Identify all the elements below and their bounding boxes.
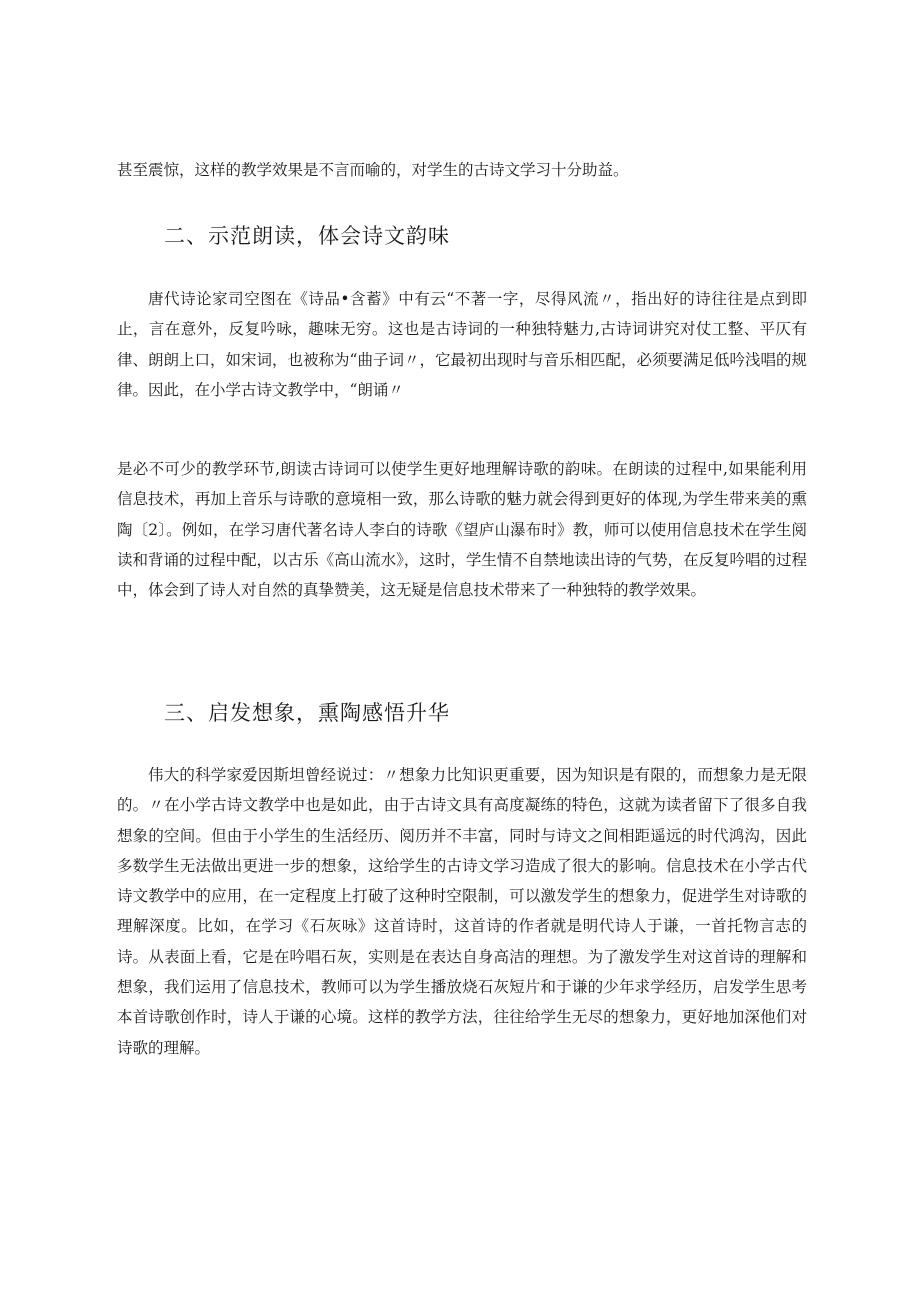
- paragraph-continuation: 甚至震惊，这样的教学效果是不言而喻的，对学生的古诗文学习十分助益。: [117, 161, 629, 179]
- section-heading-3: 三、启发想象，熏陶感悟升华: [164, 701, 450, 725]
- paragraph-section-2-body: 是必不可少的教学环节,朗读古诗词可以使学生更好地理解诗歌的韵味。在朗读的过程中,如果能利用信息技术，再加上音乐与诗歌的意境相一致，那么诗歌的魅力就会得到更好的体现,为学生带来美的熏陶〔2〕。例如，在学习唐代著名诗人李白的诗歌《望庐山瀑布时》教，师可以使用信息技术在学生阅读和背诵的过程中配，以古乐《高山流水》，这时，学生情不自禁地读出诗的气势，在反复吟唱的过程中，体会到了诗人对自然的真挚赞美，这无疑是信息技术带来了一种独特的教学效果。: [117, 460, 807, 600]
- section-heading-2: 二、示范朗读，体会诗文韵味: [164, 224, 450, 248]
- paragraph-section-3-body: 伟大的科学家爱因斯坦曾经说过：〃想象力比知识更重要，因为知识是有限的，而想象力是无限的。〃在小学古诗文教学中也是如此，由于古诗文具有高度凝练的特色，这就为读者留下了很多自我想象的空间。但由于小学生的生活经历、阅历并不丰富，同时与诗文之间相距遥远的时代鸿沟，因此多数学生无法做出更进一步的想象，这给学生的古诗文学习造成了很大的影响。信息技术在小学古代诗文教学中的应用，在一定程度上打破了这种时空限制，可以激发学生的想象力，促进学生对诗歌的理解深度。比如，在学习《石灰咏》这首诗时，这首诗的作者就是明代诗人于谦，一首托物言志的诗。从表面上看，它是在吟唱石灰，实则是在表达自身高洁的理想。为了激发学生对这首诗的理解和想象，我们运用了信息技术，教师可以为学生播放烧石灰短片和于谦的少年求学经历，启发学生思考本首诗歌创作时，诗人于谦的心境。这样的教学方法，往往给学生无尽的想象力，更好地加深他们对诗歌的理解。: [117, 766, 807, 1057]
- paragraph-section-2-intro: 唐代诗论家司空图在《诗品•含蓄》中有云“不著一字，尽得风流〃，指出好的诗往往是点到即止，言在意外，反复吟咏，趣味无穷。这也是古诗词的一种独特魅力,古诗词讲究对仗工整、平仄有律、朗朗上口，如宋词，也被称为“曲子词〃，它最初出现时与音乐相匹配，必须要满足低吟浅唱的规律。因此，在小学古诗文教学中，“朗诵〃: [117, 290, 807, 399]
